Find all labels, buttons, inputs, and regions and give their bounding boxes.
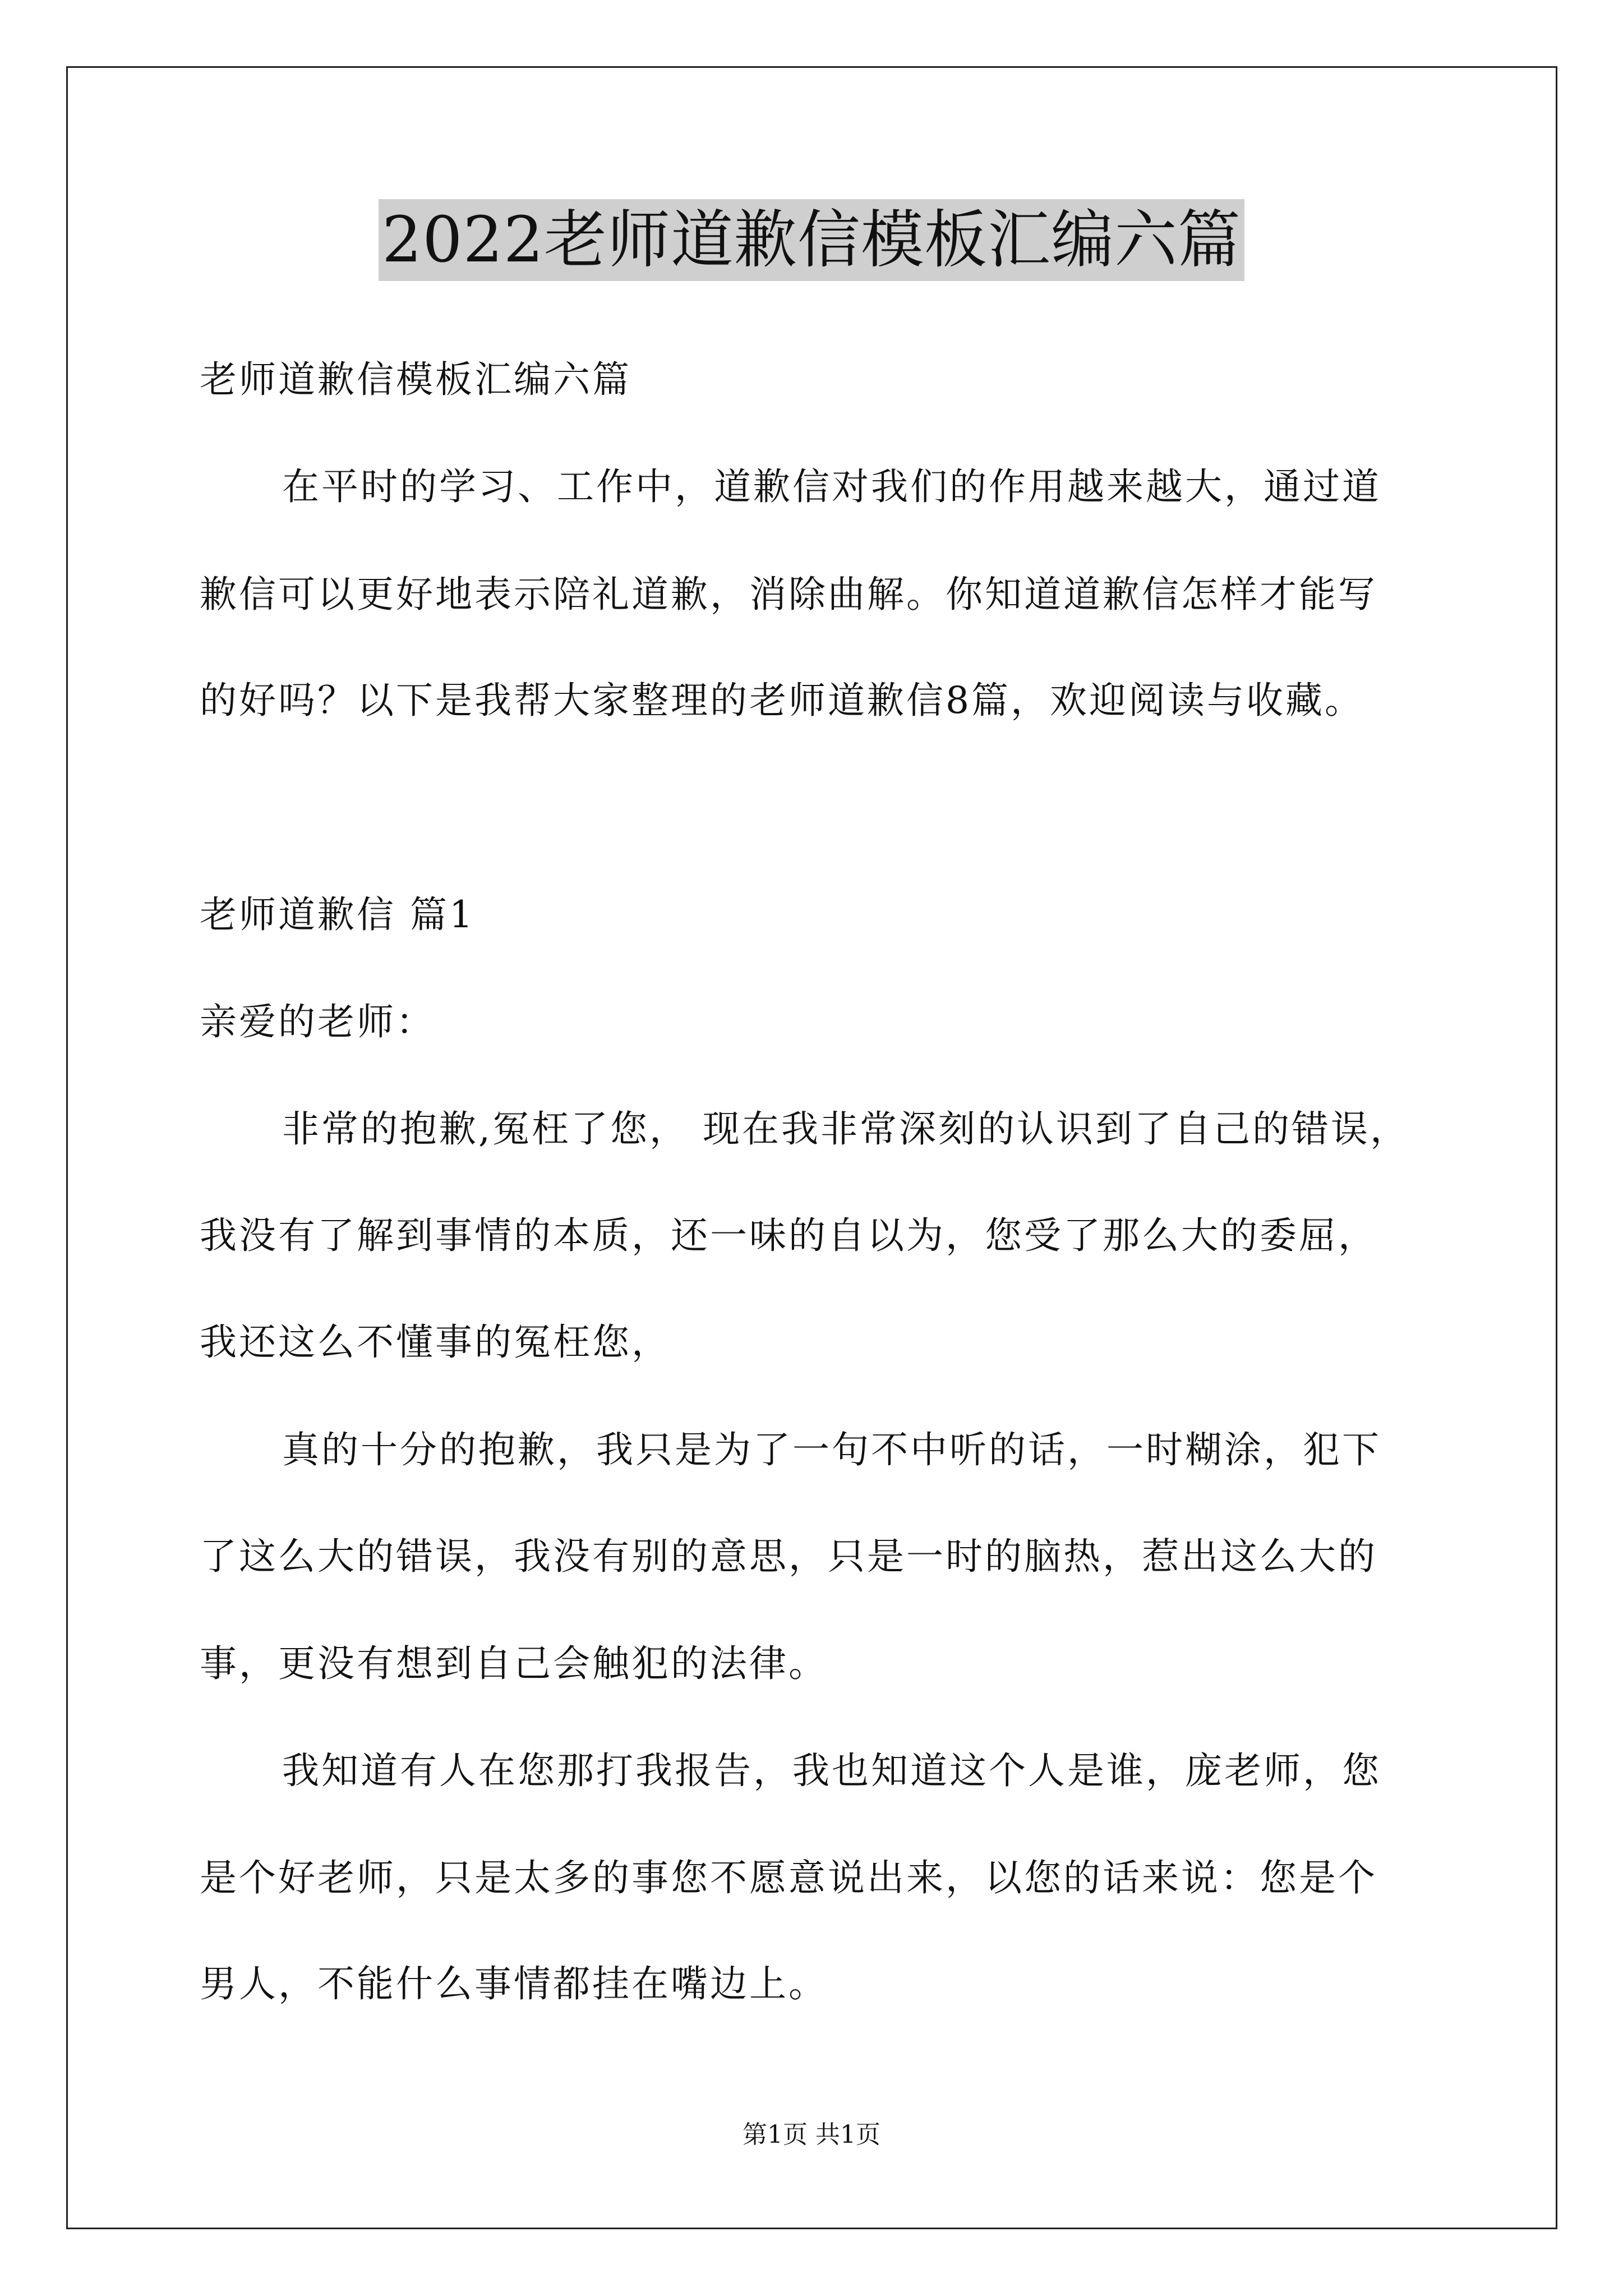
- salutation: 亲爱的老师：: [200, 1000, 435, 1043]
- document-subtitle: 老师道歉信模板汇编六篇: [200, 358, 631, 401]
- body-line-7: 我知道有人在您那打我报告，我也知道这个人是谁，庞老师，您: [282, 1749, 1381, 1792]
- section-heading: 老师道歉信 篇1: [200, 893, 475, 936]
- body-line-8: 是个好老师，只是太多的事您不愿意说出来，以您的话来说：您是个: [200, 1856, 1377, 1899]
- body-line-9: 男人，不能什么事情都挂在嘴边上。: [200, 1962, 828, 2005]
- intro-line-3: 的好吗？以下是我帮大家整理的老师道歉信8篇，欢迎阅读与收藏。: [200, 679, 1364, 722]
- document-title: 2022老师道歉信模板汇编六篇: [379, 199, 1244, 281]
- body-line-3: 我还这么不懂事的冤枉您，: [200, 1320, 671, 1364]
- body-line-6: 事，更没有想到自己会触犯的法律。: [200, 1642, 828, 1685]
- title-container: [0, 199, 1623, 281]
- body-line-5: 了这么大的错误，我没有别的意思，只是一时的脑热，惹出这么大的: [200, 1535, 1377, 1578]
- body-line-1: 非常的抱歉,冤枉了您， 现在我非常深刻的认识到了自己的错误，: [282, 1107, 1409, 1151]
- body-line-2: 我没有了解到事情的本质，还一味的自以为，您受了那么大的委屈，: [200, 1214, 1377, 1257]
- page-footer: 第1页 共1页: [743, 2120, 880, 2149]
- intro-line-1: 在平时的学习、工作中，道歉信对我们的作用越来越大，通过道: [282, 465, 1381, 508]
- intro-line-2: 歉信可以更好地表示陪礼道歉，消除曲解。你知道道歉信怎样才能写: [200, 573, 1377, 616]
- body-line-4: 真的十分的抱歉，我只是为了一句不中听的话，一时糊涂，犯下: [282, 1428, 1381, 1471]
